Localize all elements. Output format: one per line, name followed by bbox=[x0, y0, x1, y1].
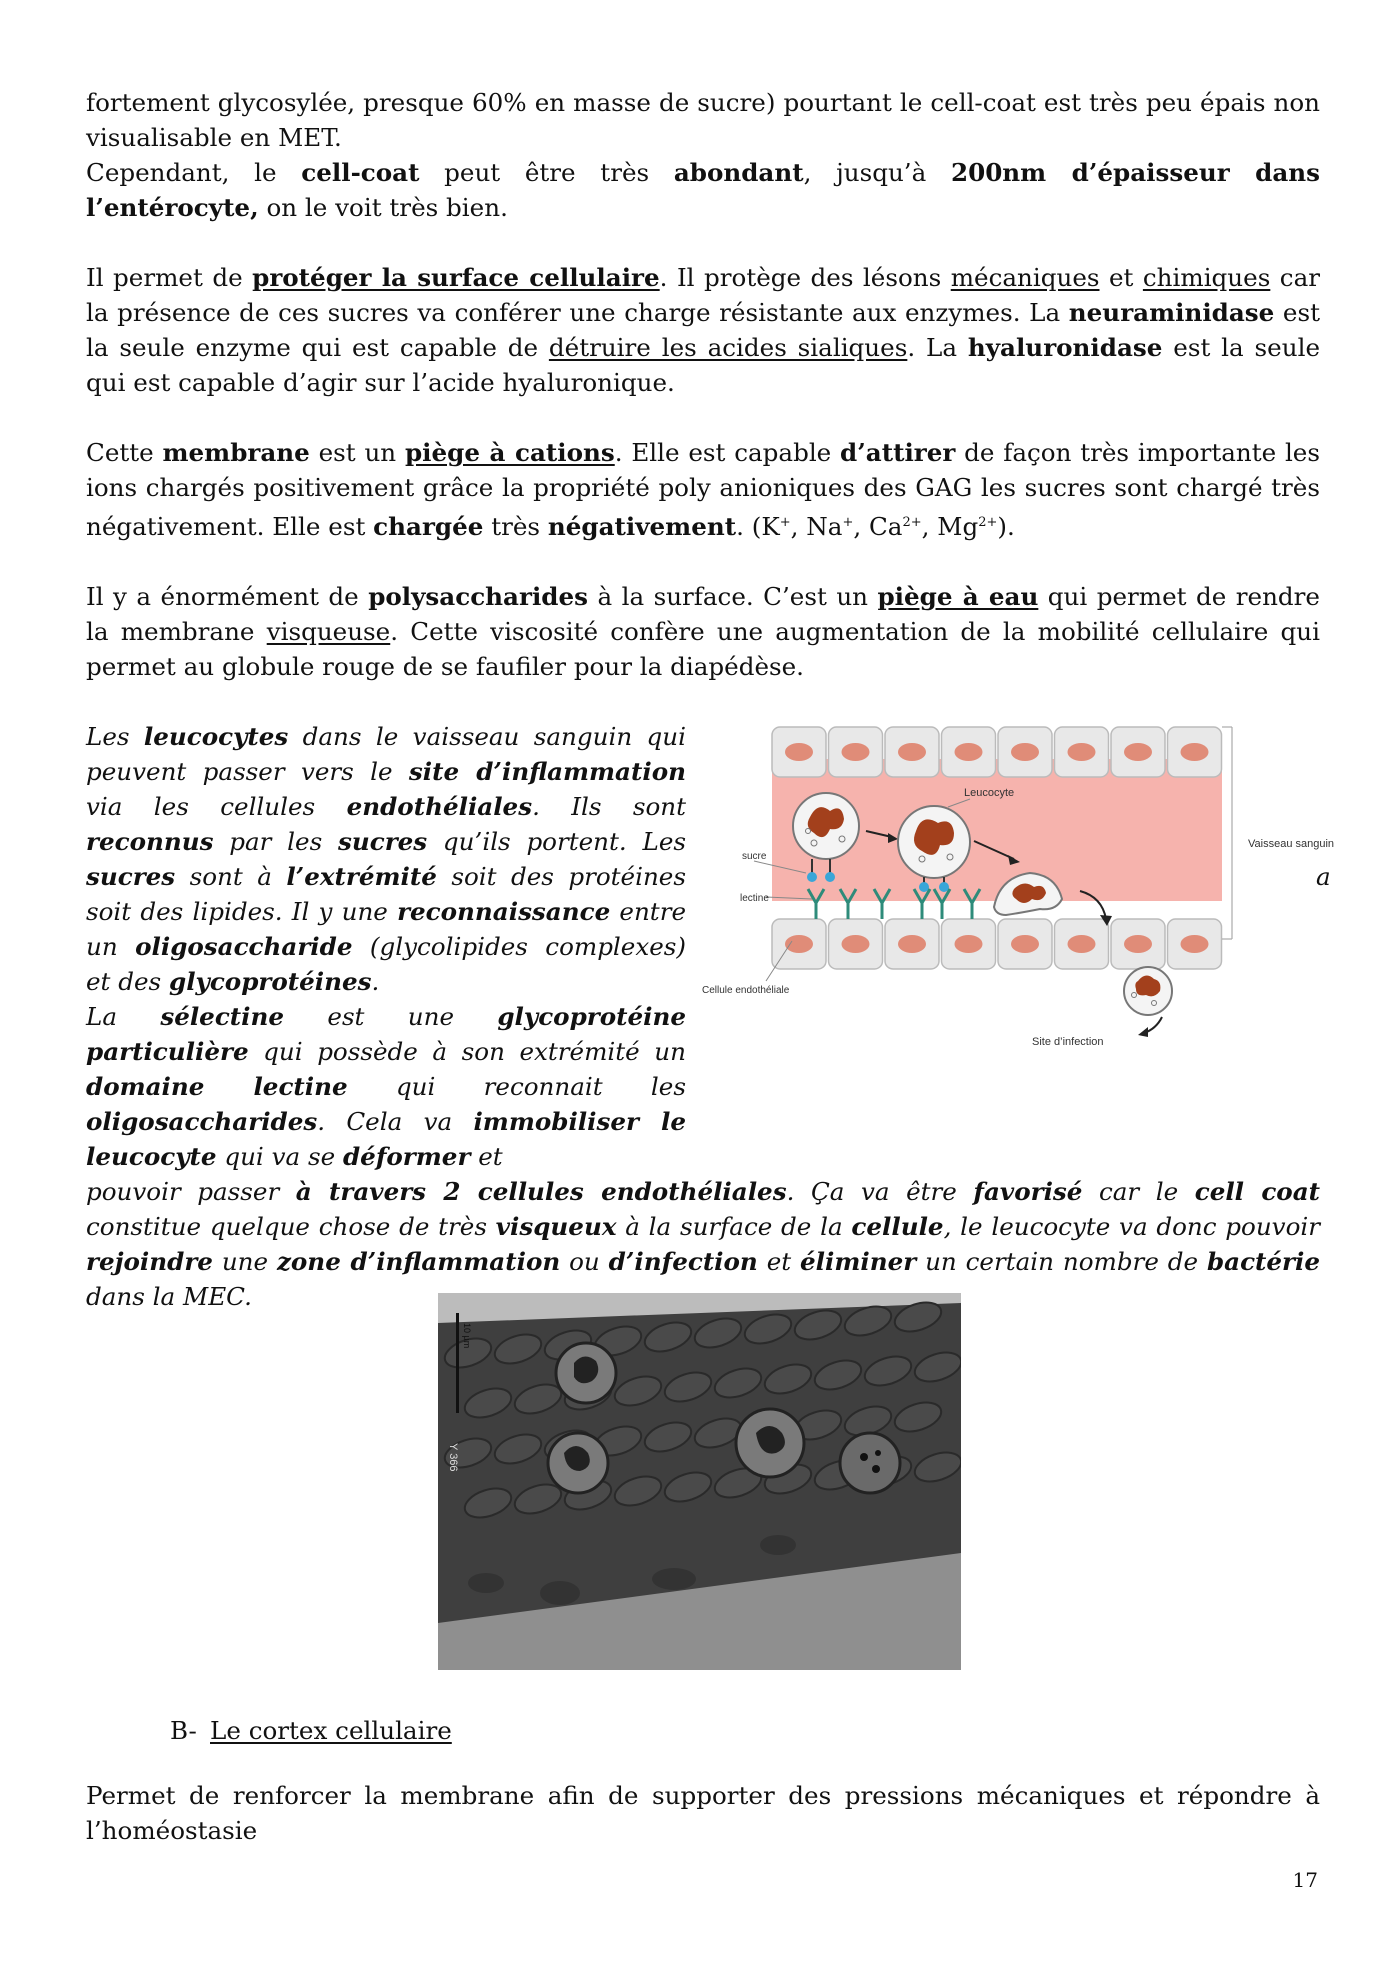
label-vaisseau: Vaisseau sanguin bbox=[1248, 838, 1335, 851]
endothelial-nucleus bbox=[955, 743, 983, 761]
paragraph-4: Cette membrane est un piège à cations. Elle est capable d’attirer de façon très importante les ions chargés positivement grâce la propriété poly anioniques des GAG les sucres sont chargé très négativement. Elle est chargée très négativement. (K+, Na+, $Ca^{2+}$, $Mg^{2+}$). bbox=[86, 438, 1320, 542]
endothelial-nucleus bbox=[1068, 935, 1096, 953]
label-sucre: sucre bbox=[742, 851, 767, 863]
bottom-endothelial-row bbox=[772, 919, 1222, 969]
figure-caption-text: Les leucocytes dans le vaisseau sanguin qui peuvent passer vers le site d’inflammation via les cellules endothéliales. Ils sont reconnus par les sucres qu’ils portent. Les sucres sont à l’extrémité soit des protéines soit des lipides. Il y une reconnaissance entre un oligosaccharide (glycolipides complexes) et des glycoprotéines. La sélectine est une glycoprotéine particulière qui possède à son extrémité un domaine lectine qui reconnait les oligosaccharides. Cela va immobiliser le leucocyte qui va se déformer et bbox=[86, 722, 687, 1172]
leucocyte-rolling bbox=[793, 793, 859, 859]
endothelial-nucleus bbox=[1181, 935, 1209, 953]
paragraph-1: fortement glycosylée, presque 60% en masse de sucre) pourtant le cell-coat est très peu épais non visualisable en MET. bbox=[86, 88, 1320, 152]
endothelial-nucleus bbox=[898, 935, 926, 953]
endothelial-nucleus bbox=[1011, 935, 1039, 953]
figure-section bbox=[86, 719, 1335, 1312]
section-heading-b bbox=[170, 1713, 452, 1748]
endothelial-nucleus bbox=[955, 935, 983, 953]
scale-bar bbox=[456, 1313, 459, 1413]
label-cellule-endotheliale: Cellule endothéliale bbox=[702, 985, 790, 997]
leukocyte-diapedesis-diagram bbox=[702, 719, 1362, 1059]
micrograph-code: Y 366 bbox=[447, 1443, 459, 1472]
endothelial-nucleus bbox=[842, 935, 870, 953]
label-leucocyte: Leucocyte bbox=[964, 787, 1015, 800]
scale-label: 10 µm bbox=[462, 1323, 472, 1349]
section-title: Le cortex cellulaire bbox=[210, 1716, 452, 1745]
paragraph-cortex: Permet de renforcer la membrane afin de supporter des pressions mécaniques et répondre à l’homéostasie bbox=[86, 1781, 1320, 1845]
section-letter: B- bbox=[170, 1716, 197, 1745]
endothelial-nucleus bbox=[1011, 743, 1039, 761]
endothelial-nucleus bbox=[842, 743, 870, 761]
endothelial-nucleus bbox=[1068, 743, 1096, 761]
page-number: 17 bbox=[1292, 1868, 1318, 1892]
endothelial-nucleus bbox=[898, 743, 926, 761]
paragraph-3: Il permet de protéger la surface cellulaire. Il protège des lésons mécaniques et chimiques car la présence de ces sucres va conférer une charge résistante aux enzymes. La neuraminidase est la seule enzyme qui est capable de détruire les acides sialiques. La hyaluronidase est la seule qui est capable d’agir sur l’acide hyaluronique. bbox=[86, 263, 1320, 397]
label-site-infection: Site d’infection bbox=[1032, 1036, 1104, 1049]
paragraph-2: Cependant, le cell-coat peut être très abondant, jusqu’à 200nm d’épaisseur dans l’entérocyte, on le voit très bien. bbox=[86, 158, 1320, 222]
endothelial-nucleus bbox=[785, 935, 813, 953]
page-content bbox=[86, 85, 1335, 1312]
paragraph-5: Il y a énormément de polysaccharides à la surface. C’est un piège à eau qui permet de rendre la membrane visqueuse. Cette viscosité confère une augmentation de la mobilité cellulaire qui permet au globule rouge de se faufiler pour la diapédèse. bbox=[86, 582, 1320, 682]
endothelial-nucleus bbox=[785, 743, 813, 761]
electron-micrograph bbox=[438, 1293, 961, 1670]
figure-caption-continuation: pouvoir passer à travers 2 cellules endothéliales. Ça va être favorisé car le cell coat constitue quelque chose de très visqueux à la surface de la cellule, le leucocyte va donc pouvoir rejoindre une zone d’inflammation ou d’infection et éliminer un certain nombre de bactérie dans la MEC. bbox=[86, 1177, 1321, 1312]
leucocyte-escaped bbox=[1124, 967, 1172, 1015]
endothelial-nucleus bbox=[1124, 743, 1152, 761]
endothelial-nucleus bbox=[1181, 743, 1209, 761]
label-lectine: lectine bbox=[740, 893, 769, 905]
endothelial-nucleus bbox=[1124, 935, 1152, 953]
figure-side-letter: a bbox=[1316, 862, 1331, 892]
